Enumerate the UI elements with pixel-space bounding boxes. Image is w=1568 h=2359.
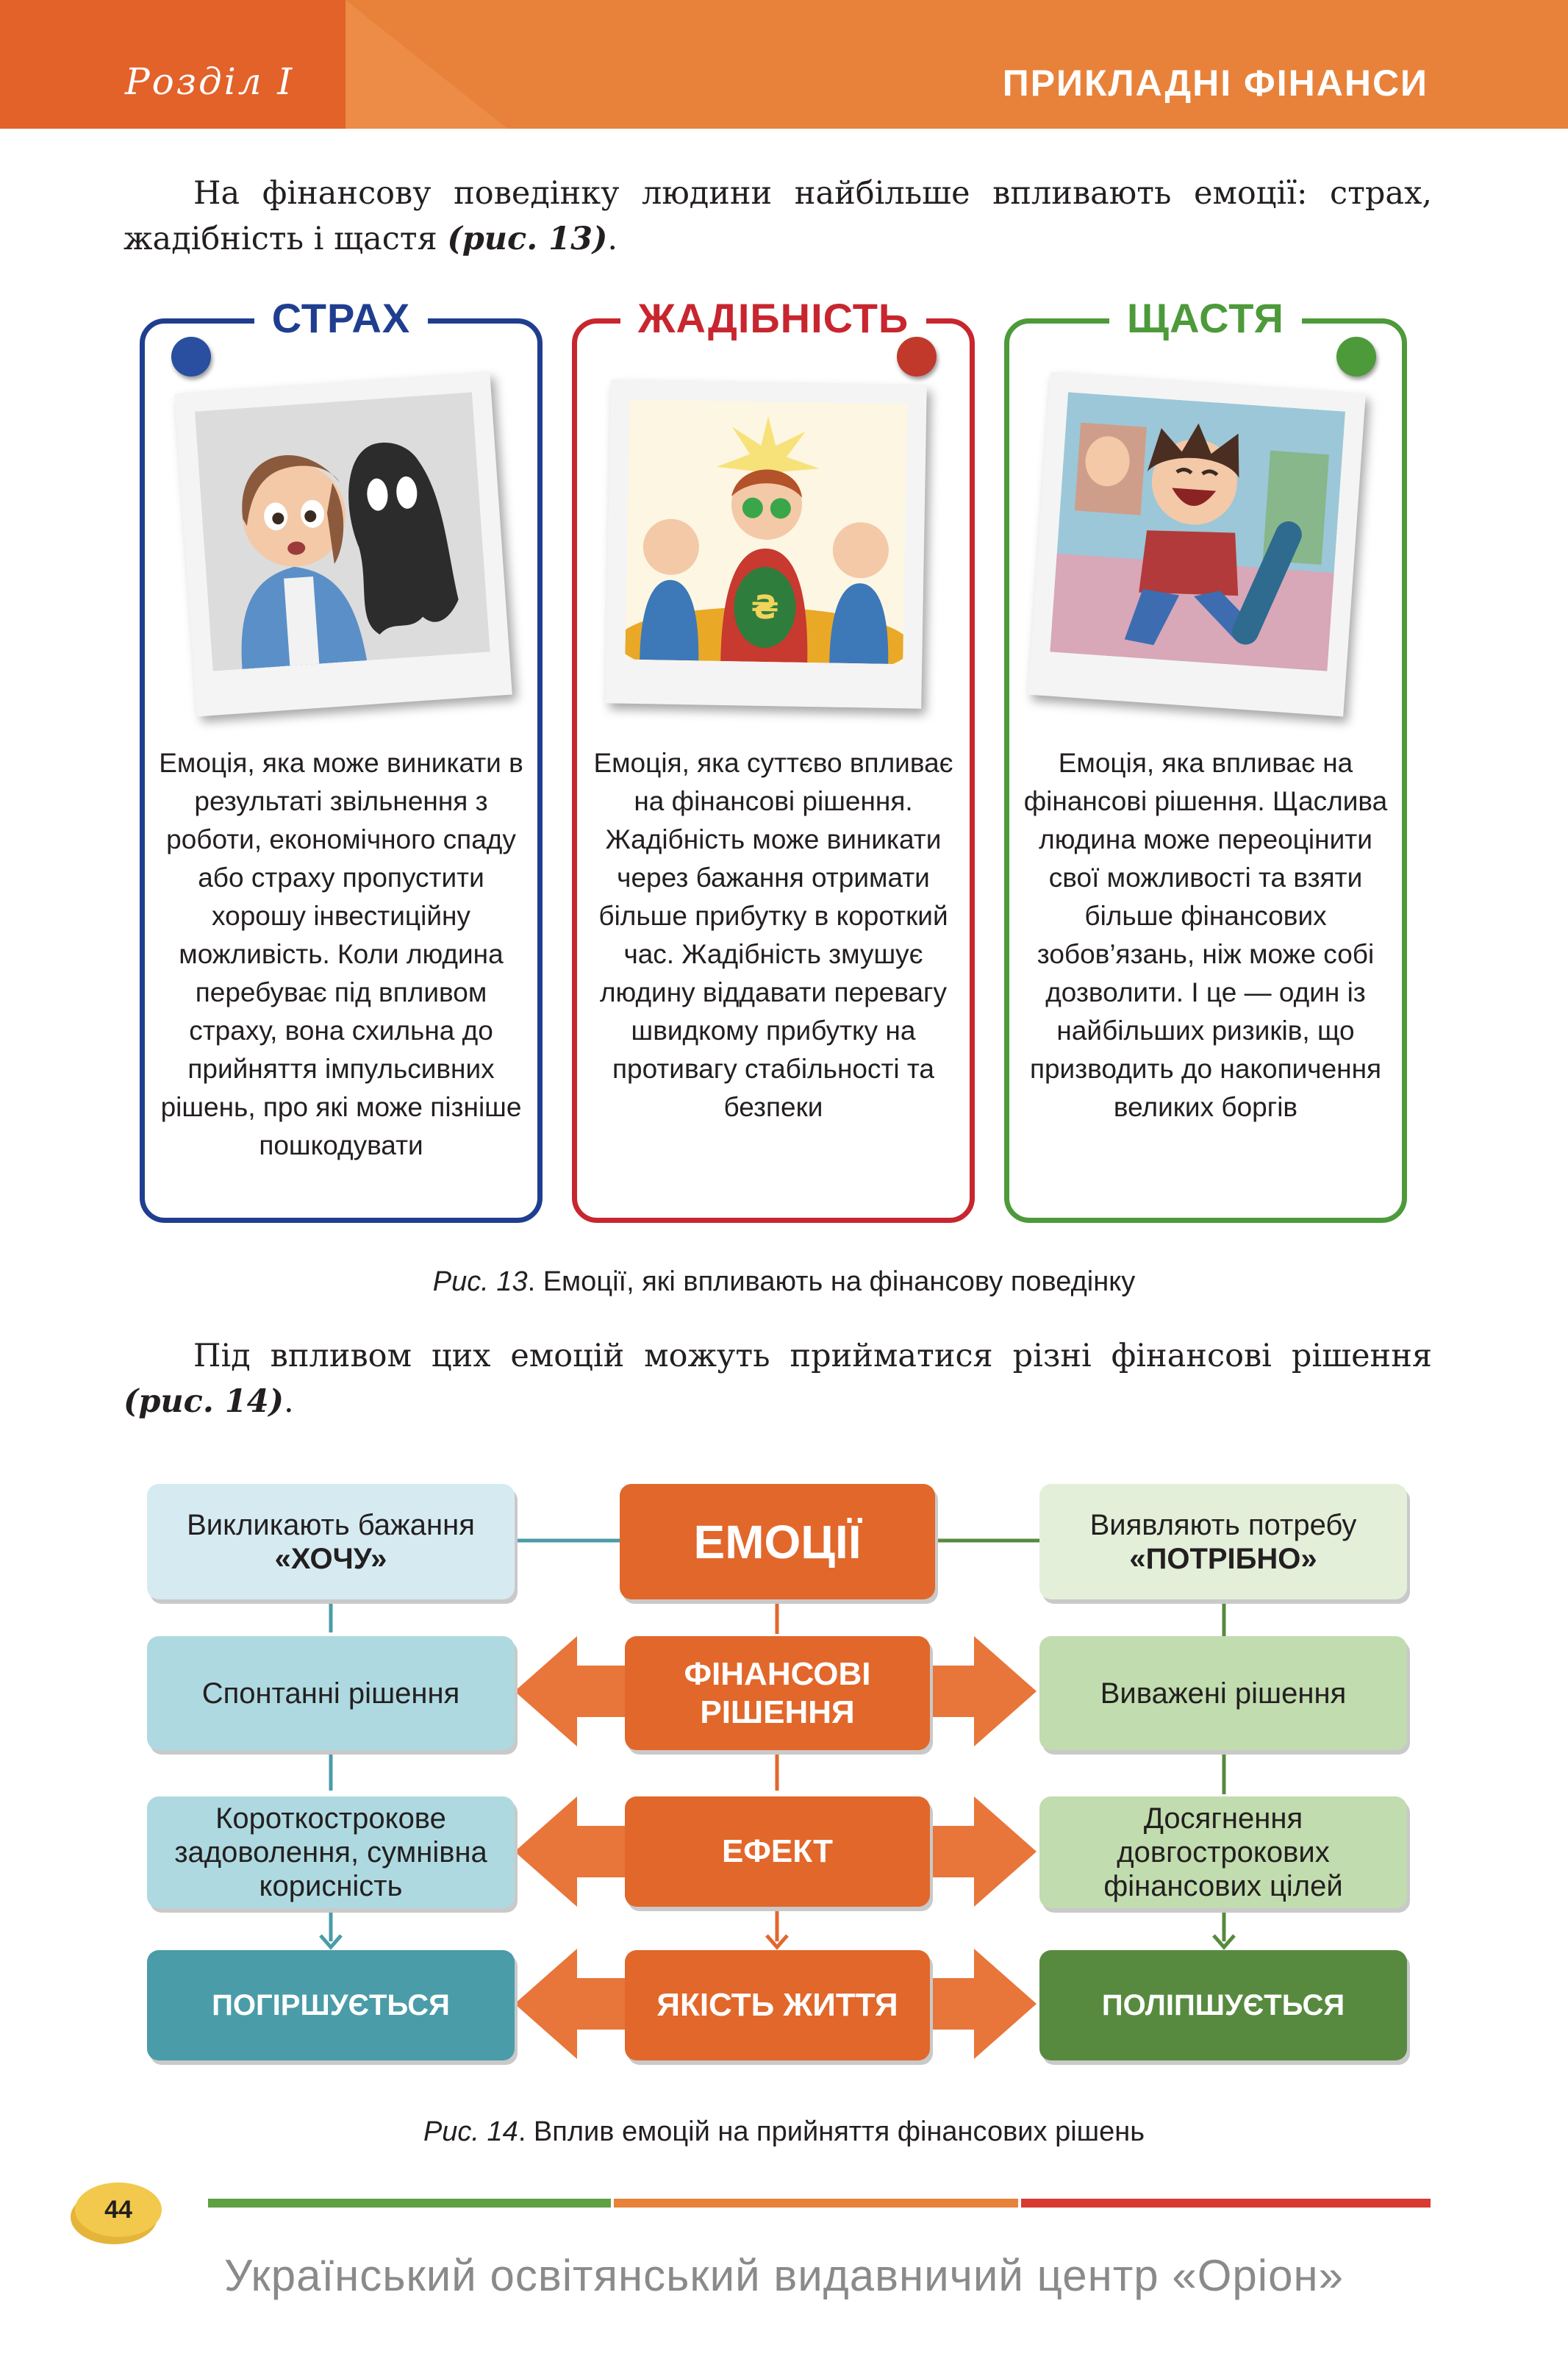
footer-line-green xyxy=(208,2199,611,2208)
financial-decisions-label: ФІНАНСОВІ РІШЕННЯ xyxy=(684,1655,871,1730)
chapter-title: ПРИКЛАДНІ ФІНАНСИ xyxy=(1002,63,1428,104)
section-label: Розділ І xyxy=(125,60,295,103)
financial-decisions-node xyxy=(625,1636,930,1750)
short-term-node xyxy=(147,1796,515,1908)
card-happiness-text: Емоція, яка впливає на фінансові рішення. Щаслива людина може переоцінити свої можливості та взяти більше фінансових зобов’язань, ніж може собі дозволити. І це — один із найбільших ризиків, що призводить до накопичення великих боргів xyxy=(1023,748,1388,1122)
footer-line-red xyxy=(1021,2199,1431,2208)
page-number: 44 xyxy=(104,2195,132,2224)
footer-line-orange xyxy=(614,2199,1018,2208)
figure-14-caption xyxy=(0,2116,1568,2148)
spontaneous-decisions-label: Спонтанні рішення xyxy=(201,1677,460,1710)
want-keyword: «ХОЧУ» xyxy=(274,1542,387,1575)
svg-text:₴: ₴ xyxy=(751,588,779,627)
effect-node xyxy=(625,1796,930,1907)
decisions-figure-ref: (рис. 14) xyxy=(123,1383,284,1420)
intro-text: На фінансову поведінку людини найбільше впливають емоції: страх, жадібність і щастя xyxy=(123,175,1432,257)
need-node xyxy=(1039,1484,1407,1599)
worsens-node xyxy=(147,1950,515,2060)
figure-14-number: Рис. 14 xyxy=(423,2116,518,2147)
decisions-text: Під впливом цих емоцій можуть прийматися різні фінансові рішення xyxy=(193,1338,1432,1374)
improves-node xyxy=(1039,1950,1407,2060)
emotions-node xyxy=(620,1484,935,1599)
worsens-label: ПОГІРШУЄТЬСЯ xyxy=(212,1989,450,2021)
card-fear-text: Емоція, яка може виникати в результаті звільнення з роботи, економічного спаду або страху пропустити хорошу інвестиційну можливість. Коли людина перебуває під впливом страху, вона схильна до прийняття імпульсивних рішень, про які може пізніше пошкодувати xyxy=(159,748,523,1160)
want-node xyxy=(147,1484,515,1599)
card-greed-title: ЖАДІБНІСТЬ xyxy=(620,294,926,342)
long-term-goals-node xyxy=(1039,1796,1407,1908)
card-greed-text: Емоція, яка суттєво впливає на фінансові рішення. Жадібність може виникати через бажання отримати більше прибутку в короткий час. Жадібність змушує людину віддавати перевагу швидкому прибутку на противагу стабільності та безпеки xyxy=(593,748,953,1122)
quality-of-life-label: ЯКІСТЬ ЖИТТЯ xyxy=(656,1987,898,2023)
card-fear-title: СТРАХ xyxy=(254,294,428,342)
intro-figure-ref: (рис. 13) xyxy=(447,221,608,257)
publisher-name: Український освітянський видавничий центр «Оріон» xyxy=(224,2251,1344,2300)
effect-label: ЕФЕКТ xyxy=(721,1833,834,1869)
spontaneous-decisions-node xyxy=(147,1636,515,1750)
figure-13-number: Рис. 13 xyxy=(432,1266,528,1297)
short-term-label: Короткострокове задоволення, сумнівна корисність xyxy=(174,1802,487,1902)
decisions-end: . xyxy=(283,1383,294,1420)
intro-end: . xyxy=(607,221,618,257)
card-happiness-title: ЩАСТЯ xyxy=(1109,294,1302,342)
page-number-badge xyxy=(75,2183,162,2237)
quality-of-life-node xyxy=(625,1950,930,2060)
balanced-decisions-label: Виважені рішення xyxy=(1100,1677,1347,1710)
figure-13-text: . Емоції, які впливають на фінансову поведінку xyxy=(527,1266,1136,1297)
want-text: Викликають бажання xyxy=(187,1508,475,1541)
need-text: Виявляють потребу xyxy=(1089,1508,1357,1541)
balanced-decisions-node xyxy=(1039,1636,1407,1750)
emotions-label: ЕМОЦІЇ xyxy=(693,1515,862,1568)
long-term-goals-label: Досягнення довгострокових фінансових цілей xyxy=(1103,1802,1343,1902)
improves-label: ПОЛІПШУЄТЬСЯ xyxy=(1101,1989,1345,2021)
figure-14-text: . Вплив емоцій на прийняття фінансових рішень xyxy=(518,2116,1145,2147)
need-keyword: «ПОТРІБНО» xyxy=(1129,1542,1317,1575)
